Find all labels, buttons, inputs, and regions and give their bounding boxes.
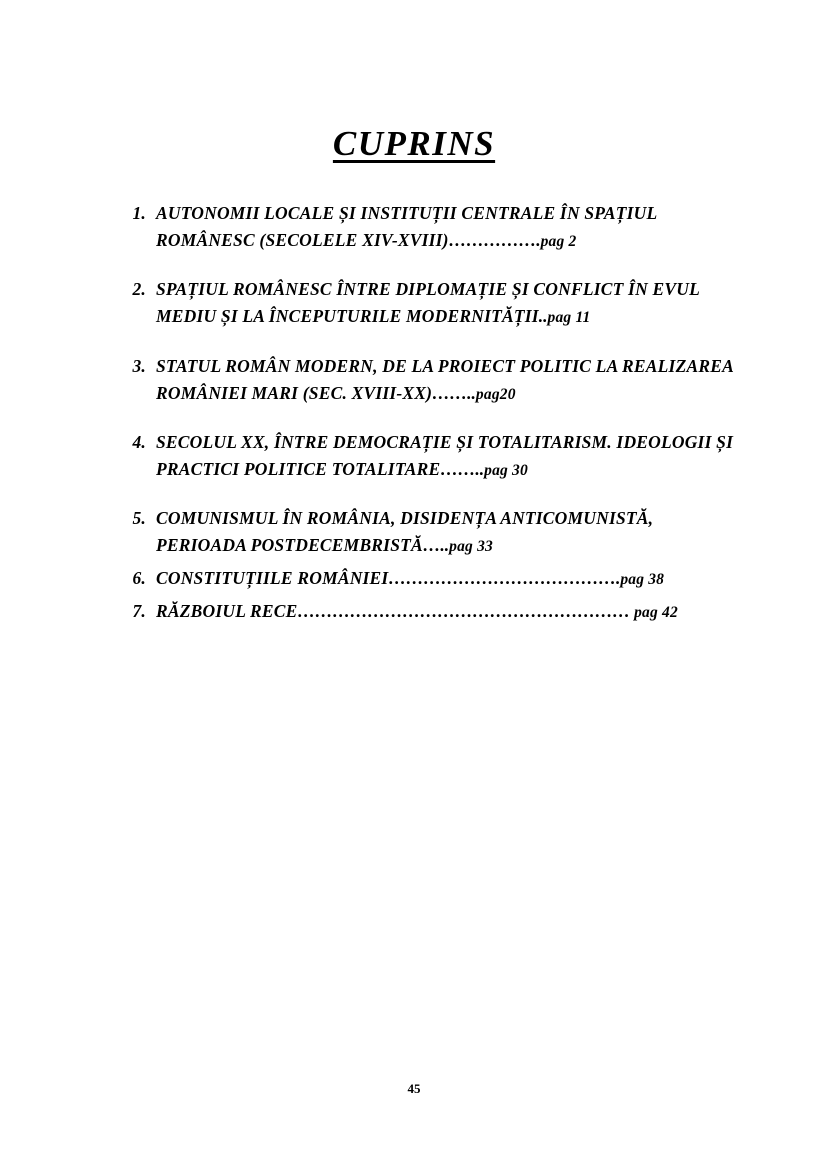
page-title: CUPRINS xyxy=(332,124,496,163)
table-of-contents xyxy=(116,200,736,632)
toc-entry-leader: …….. xyxy=(432,382,476,403)
toc-entry-leader: …………………………………. xyxy=(388,568,621,589)
toc-entry-page: pag 33 xyxy=(449,538,493,556)
toc-entry-number: 2. xyxy=(132,279,146,300)
page-folio: 45 xyxy=(407,1081,421,1096)
toc-entry-text xyxy=(156,505,736,559)
toc-entry-title: CONSTITUȚIILE ROMÂNIEI xyxy=(156,568,389,589)
toc-entry[interactable] xyxy=(116,353,736,407)
toc-entry-leader: .. xyxy=(538,306,548,327)
toc-entry-title: SECOLUL XX, ÎNTRE DEMOCRAȚIE ȘI TOTALITARISM. IDEOLOGII ȘI PRACTICI POLITICE TOTALITARE xyxy=(156,431,734,479)
toc-entry-text xyxy=(156,200,736,254)
toc-entry-page: pag 38 xyxy=(620,571,665,589)
toc-entry[interactable] xyxy=(116,598,736,625)
toc-entry-text xyxy=(156,276,736,330)
toc-entry-number: 4. xyxy=(132,431,146,452)
toc-entry-leader: ……………. xyxy=(448,230,541,251)
toc-entry-leader: …….. xyxy=(440,458,485,479)
toc-entry-page: pag 11 xyxy=(547,309,591,327)
toc-entry-number: 5. xyxy=(132,508,146,528)
toc-entry-number: 3. xyxy=(132,355,146,376)
toc-entry-title: COMUNISMUL ÎN ROMÂNIA, DISIDENȚA ANTICOMUNISTĂ, PERIOADA POSTDECEMBRISTĂ xyxy=(156,508,654,556)
toc-entry-text xyxy=(156,598,736,625)
toc-entry[interactable] xyxy=(116,429,736,483)
toc-entry-leader: ….. xyxy=(422,535,450,556)
toc-entry-number: 1. xyxy=(132,203,146,223)
toc-entry-title: RĂZBOIUL RECE xyxy=(156,601,298,622)
toc-entry-text xyxy=(156,353,736,407)
toc-entry-leader: ………………………………………………… xyxy=(297,601,630,622)
toc-entry[interactable] xyxy=(116,505,736,559)
toc-entry[interactable] xyxy=(116,565,736,592)
toc-entry-title: AUTONOMII LOCALE ȘI INSTITUȚII CENTRALE ÎN SPAȚIUL ROMÂNESC (SECOLELE XIV-XVIII) xyxy=(156,203,657,251)
toc-entry-text xyxy=(156,429,736,483)
toc-entry-page: pag 42 xyxy=(630,604,678,622)
toc-entry-title: STATUL ROMÂN MODERN, DE LA PROIECT POLITIC LA REALIZAREA ROMÂNIEI MARI (SEC. XVIII-XX) xyxy=(156,355,733,403)
toc-entry-page: pag 2 xyxy=(540,233,577,251)
toc-entry-number: 6. xyxy=(132,568,146,589)
toc-entry-page: pag20 xyxy=(475,385,516,403)
toc-entry-page: pag 30 xyxy=(484,461,528,479)
toc-entry-title: SPAȚIUL ROMÂNESC ÎNTRE DIPLOMAȚIE ȘI CONFLICT ÎN EVUL MEDIU ȘI LA ÎNCEPUTURILE MODERNITĂȚII xyxy=(156,279,700,327)
toc-entry[interactable] xyxy=(116,200,736,254)
toc-entry[interactable] xyxy=(116,276,736,330)
toc-entry-number: 7. xyxy=(132,601,146,622)
toc-entry-text xyxy=(156,565,736,592)
